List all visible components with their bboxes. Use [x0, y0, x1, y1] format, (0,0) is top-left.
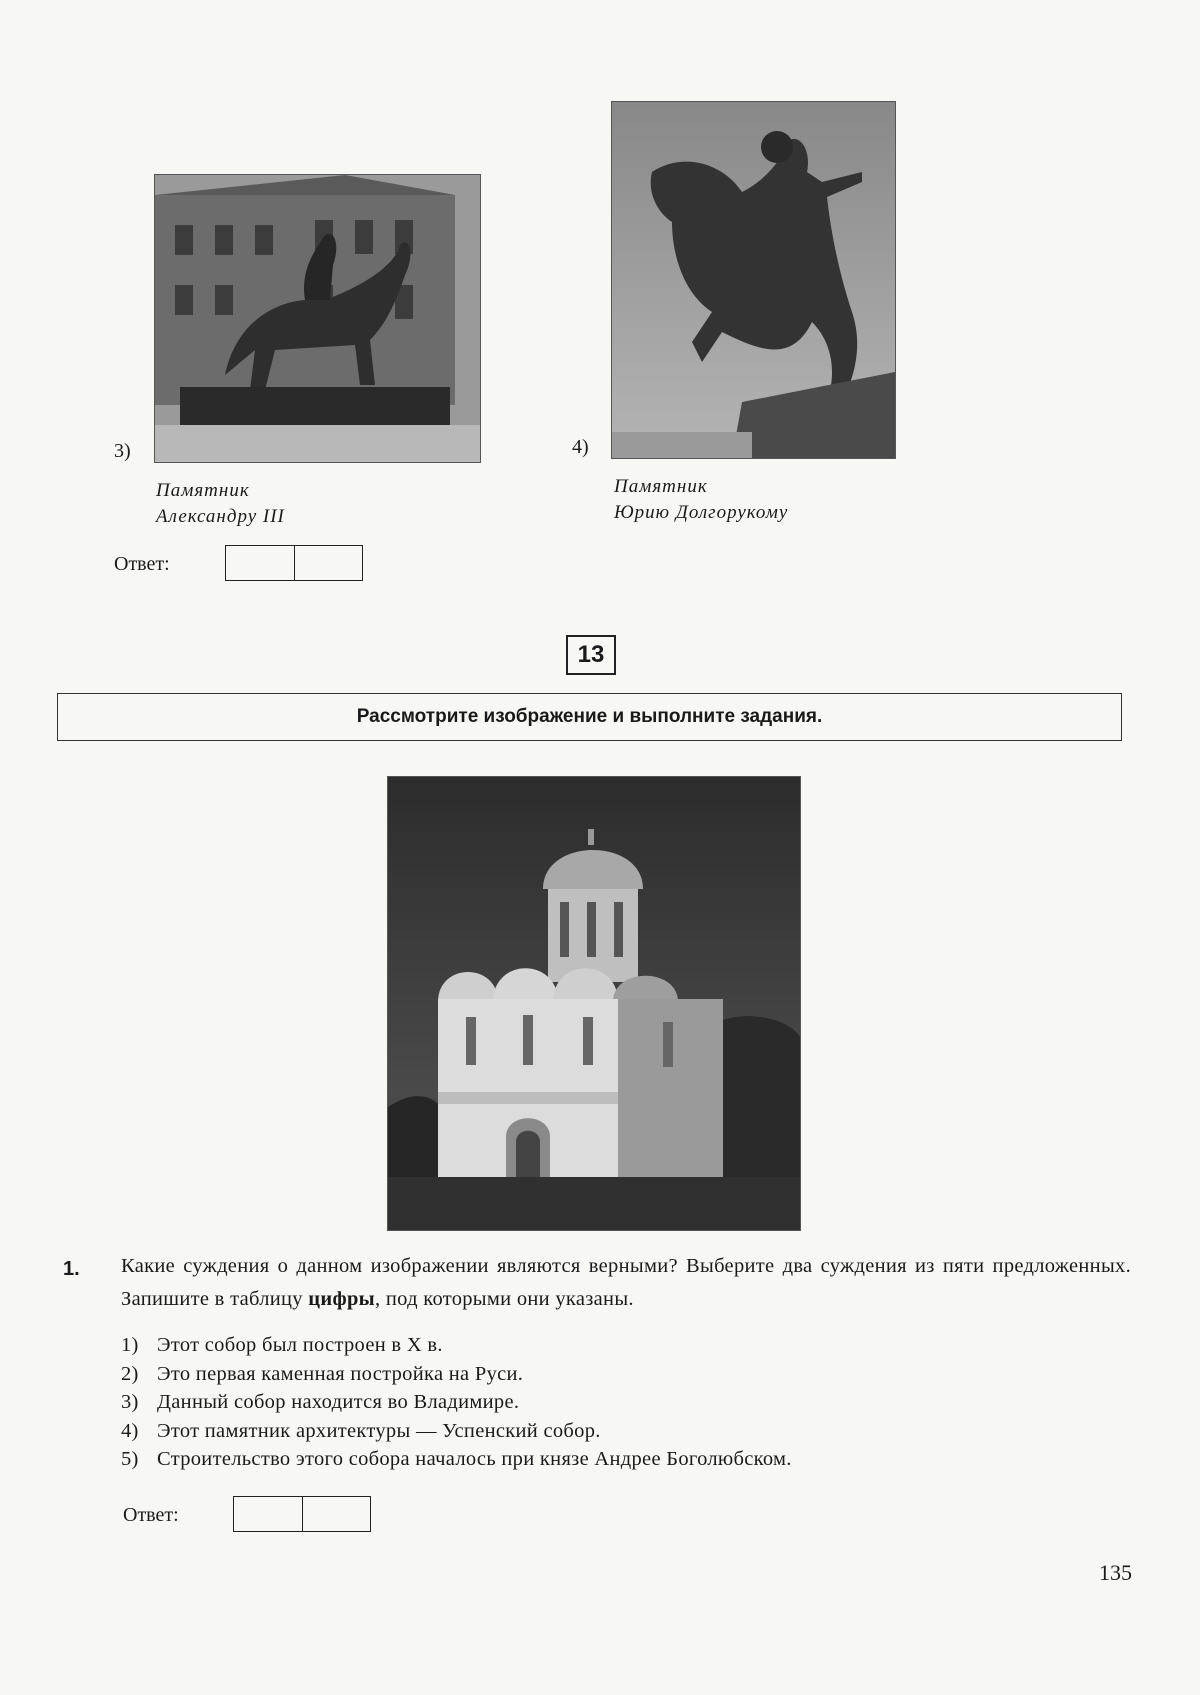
option-2-text: Это первая каменная постройка на Руси. [157, 1362, 524, 1385]
options-list [121, 1331, 792, 1474]
option-5 [121, 1445, 792, 1474]
monument-4-caption-line2: Юрию Долгорукому [614, 502, 789, 523]
question-text-start: Какие суждения о данном изображении являются верными? Выберите два суждения из пяти предложенных. Запишите в таблицу [121, 1255, 1131, 1310]
task-number: 13 [566, 635, 616, 675]
photo-alexander-iii-monument [154, 174, 481, 463]
option-5-number: 5) [121, 1448, 139, 1470]
page-number: 135 [1099, 1560, 1132, 1585]
answer-label-top: Ответ: [114, 553, 170, 575]
question-number: 1. [63, 1258, 80, 1280]
monument-4-caption [614, 474, 788, 526]
option-1-number: 1) [121, 1334, 139, 1356]
option-5-text: Строительство этого собора началось при князе Андрее Боголюбском. [157, 1448, 792, 1470]
option-3-text: Данный собор находится во Владимире. [157, 1391, 520, 1413]
monument-3-number: 3) [114, 440, 131, 462]
photo-cathedral [387, 776, 801, 1231]
answer-cell-top-2[interactable] [294, 546, 362, 580]
answer-label-bottom: Ответ: [123, 1504, 179, 1526]
monument-3-caption-line2: Александру III [156, 506, 285, 527]
option-4-text: Этот памятник архитектуры — Успенский собор. [157, 1419, 601, 1442]
monument-3-caption-line1: Памятник [156, 480, 250, 501]
option-1 [121, 1331, 792, 1360]
answer-box-bottom[interactable] [233, 1496, 371, 1532]
photo-yuri-dolgorukiy-monument [611, 101, 896, 459]
option-4 [121, 1417, 792, 1446]
answer-cell-bottom-2[interactable] [302, 1497, 370, 1531]
monument-3-caption [156, 478, 285, 530]
monument-4-caption-line1: Памятник [614, 476, 708, 497]
answer-cell-top-1[interactable] [226, 546, 294, 580]
option-2-number: 2) [121, 1362, 139, 1385]
question-text-end: , под которыми они указаны. [374, 1288, 634, 1310]
answer-cell-bottom-1[interactable] [234, 1497, 302, 1531]
option-1-text: Этот собор был построен в X в. [157, 1334, 443, 1356]
task-instruction: Рассмотрите изображение и выполните задания. [57, 693, 1122, 741]
question-text [121, 1250, 1131, 1316]
option-4-number: 4) [121, 1419, 139, 1442]
monument-4-number: 4) [572, 436, 589, 458]
answer-box-top[interactable] [225, 545, 363, 581]
question-text-bold: цифры [308, 1288, 375, 1310]
option-3 [121, 1388, 792, 1417]
option-2 [121, 1360, 792, 1389]
option-3-number: 3) [121, 1391, 139, 1413]
